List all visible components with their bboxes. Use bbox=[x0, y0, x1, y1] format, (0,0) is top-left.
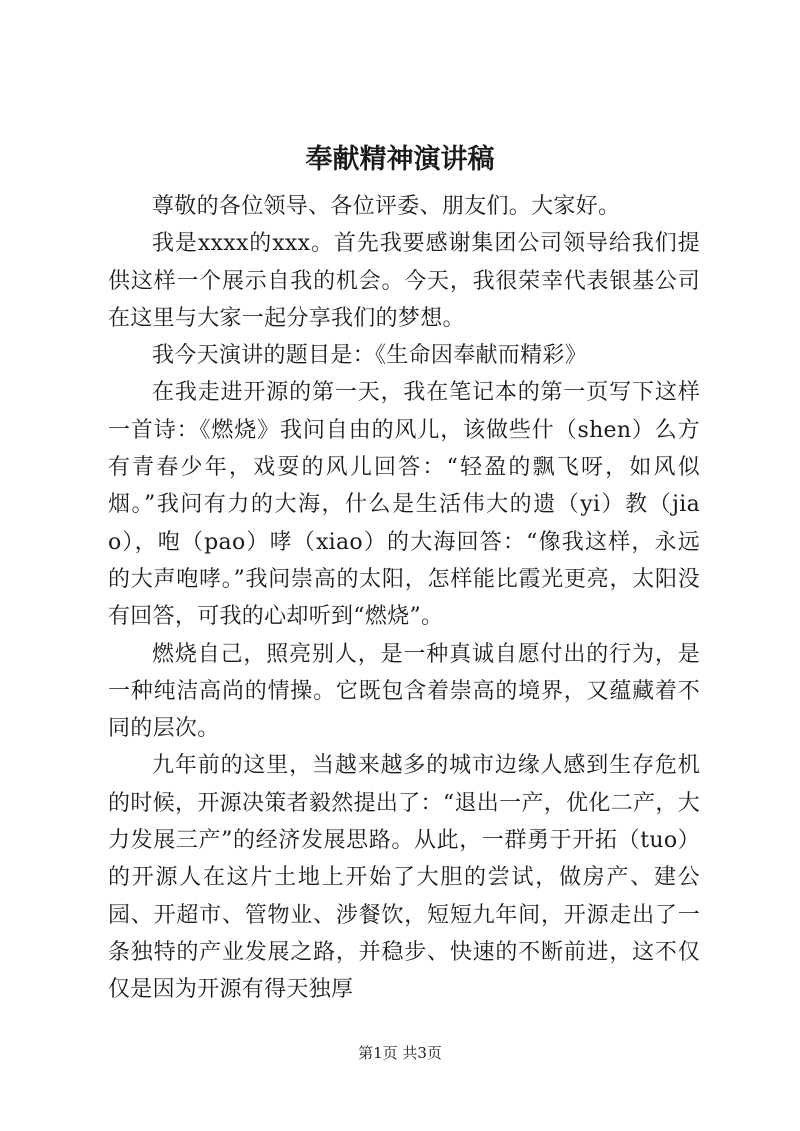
paragraph-greeting: 尊敬的各位领导、各位评委、朋友们。大家好。 bbox=[152, 194, 621, 219]
paragraph-speech-topic: 我今天演讲的题目是：《生命因奉献而精彩》 bbox=[152, 343, 588, 369]
document-title: 奉献精神演讲稿 bbox=[305, 144, 495, 175]
paragraph-history: 九年前的这里，当越来越多的城市边缘人感到生存危机的时候，开源决策者毅然提出了：“退出一产，优化二产，大力发展三产”的经济发展思路。从此，一群勇于开拓（tuo）的开源人在这片土地上开始了大胆的尝试，做房产、建公园、开超市、管物业、涉餐饮，短短九年间，开源走出了一条独特的产业发展之路，并稳步、快速的不断前进，这不仅仅是因为开源有得天独厚 bbox=[108, 753, 700, 1003]
paragraph-poem: 在我走进开源的第一天，我在笔记本的第一页写下这样一首诗：《燃烧》我问自由的风儿，该做些什（shen）么方有青春少年，戏耍的风儿回答：“轻盈的飘飞呀，如风似烟。”我问有力的大海，什么是生活伟大的遗（yi）教（jiao），咆（pao）哮（xiao）的大海回答：“像我这样，永远的大声咆哮。”我问崇高的太阳，怎样能比霞光更亮，太阳没有回答，可我的心却听到“燃烧”。 bbox=[108, 380, 700, 630]
page-footer: 第1页 共3页 bbox=[358, 1044, 442, 1062]
paragraph-introduction: 我是xxxx的xxx。首先我要感谢集团公司领导给我们提供这样一个展示自我的机会。今天，我很荣幸代表银基公司在这里与大家一起分享我们的梦想。 bbox=[108, 231, 700, 331]
paragraph-burning-meaning: 燃烧自己，照亮别人，是一种真诚自愿付出的行为，是一种纯洁高尚的情操。它既包含着崇高的境界，又蕴藏着不同的层次。 bbox=[108, 641, 700, 742]
document-body bbox=[108, 188, 700, 1009]
